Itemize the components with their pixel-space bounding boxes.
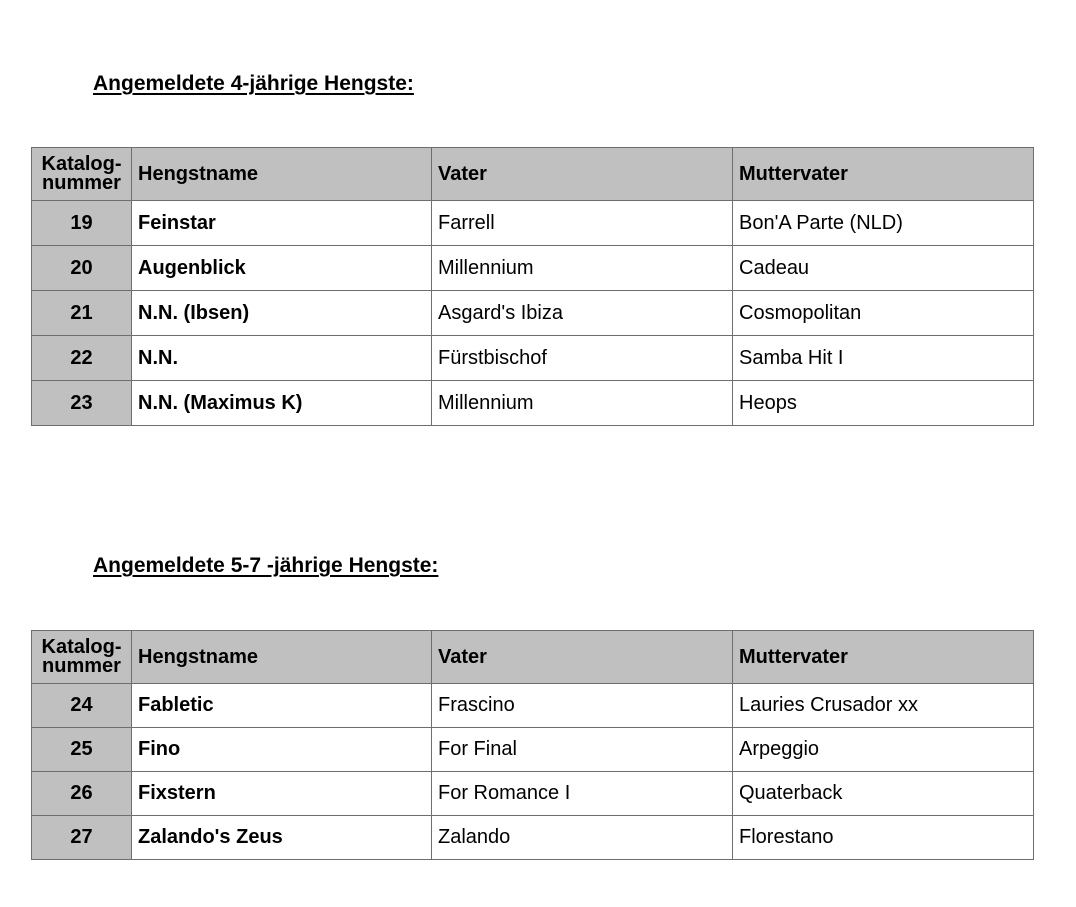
father-cell: Zalando xyxy=(432,816,733,860)
mother-father-cell: Lauries Crusador xx xyxy=(733,684,1034,728)
father-cell: Millennium xyxy=(432,246,733,291)
stallion-name-cell: Zalando's Zeus xyxy=(132,816,432,860)
table-row xyxy=(32,381,1034,426)
section-title-5-7-year-olds: Angemeldete 5-7 -jährige Hengste: xyxy=(93,554,439,577)
table-header-row xyxy=(32,631,1034,684)
table-row xyxy=(32,246,1034,291)
table-row xyxy=(32,684,1034,728)
father-header: Vater xyxy=(432,148,733,201)
table-header-row xyxy=(32,148,1034,201)
mother-father-cell: Samba Hit I xyxy=(733,336,1034,381)
mother-father-header: Muttervater xyxy=(733,631,1034,684)
catalog-number-header-line1: Katalog- xyxy=(41,153,122,175)
father-cell: Farrell xyxy=(432,201,733,246)
table-row xyxy=(32,201,1034,246)
catalog-number-cell: 22 xyxy=(32,336,132,381)
table-row xyxy=(32,291,1034,336)
stallion-table-5-7-year-olds xyxy=(31,630,1034,860)
stallion-name-cell: Augenblick xyxy=(132,246,432,291)
father-cell: Asgard's Ibiza xyxy=(432,291,733,336)
catalog-number-cell: 25 xyxy=(32,728,132,772)
mother-father-cell: Quaterback xyxy=(733,772,1034,816)
table-row xyxy=(32,728,1034,772)
catalog-number-cell: 23 xyxy=(32,381,132,426)
stallion-name-cell: Feinstar xyxy=(132,201,432,246)
stallion-table-4-year-olds xyxy=(31,147,1034,426)
stallion-name-cell: Fino xyxy=(132,728,432,772)
mother-father-cell: Arpeggio xyxy=(733,728,1034,772)
stallion-name-cell: N.N. xyxy=(132,336,432,381)
catalog-number-cell: 24 xyxy=(32,684,132,728)
father-cell: For Romance I xyxy=(432,772,733,816)
stallion-name-header: Hengstname xyxy=(132,631,432,684)
mother-father-cell: Heops xyxy=(733,381,1034,426)
father-cell: For Final xyxy=(432,728,733,772)
catalog-number-cell: 26 xyxy=(32,772,132,816)
mother-father-header: Muttervater xyxy=(733,148,1034,201)
mother-father-cell: Florestano xyxy=(733,816,1034,860)
table-row xyxy=(32,336,1034,381)
stallion-name-cell: N.N. (Maximus K) xyxy=(132,381,432,426)
mother-father-cell: Cosmopolitan xyxy=(733,291,1034,336)
father-cell: Fürstbischof xyxy=(432,336,733,381)
father-header: Vater xyxy=(432,631,733,684)
father-cell: Millennium xyxy=(432,381,733,426)
stallion-name-cell: Fixstern xyxy=(132,772,432,816)
mother-father-cell: Cadeau xyxy=(733,246,1034,291)
catalog-number-cell: 20 xyxy=(32,246,132,291)
father-cell: Frascino xyxy=(432,684,733,728)
table-row xyxy=(32,772,1034,816)
catalog-number-header xyxy=(32,631,132,684)
section-title-4-year-olds: Angemeldete 4-jährige Hengste: xyxy=(93,72,414,95)
catalog-number-header-line2: nummer xyxy=(42,655,121,677)
catalog-number-cell: 27 xyxy=(32,816,132,860)
stallion-name-header: Hengstname xyxy=(132,148,432,201)
catalog-number-cell: 19 xyxy=(32,201,132,246)
mother-father-cell: Bon'A Parte (NLD) xyxy=(733,201,1034,246)
catalog-number-header xyxy=(32,148,132,201)
stallion-name-cell: Fabletic xyxy=(132,684,432,728)
table-row xyxy=(32,816,1034,860)
catalog-number-header-line2: nummer xyxy=(42,172,121,194)
catalog-number-header-line1: Katalog- xyxy=(41,636,122,658)
stallion-name-cell: N.N. (Ibsen) xyxy=(132,291,432,336)
catalog-number-cell: 21 xyxy=(32,291,132,336)
